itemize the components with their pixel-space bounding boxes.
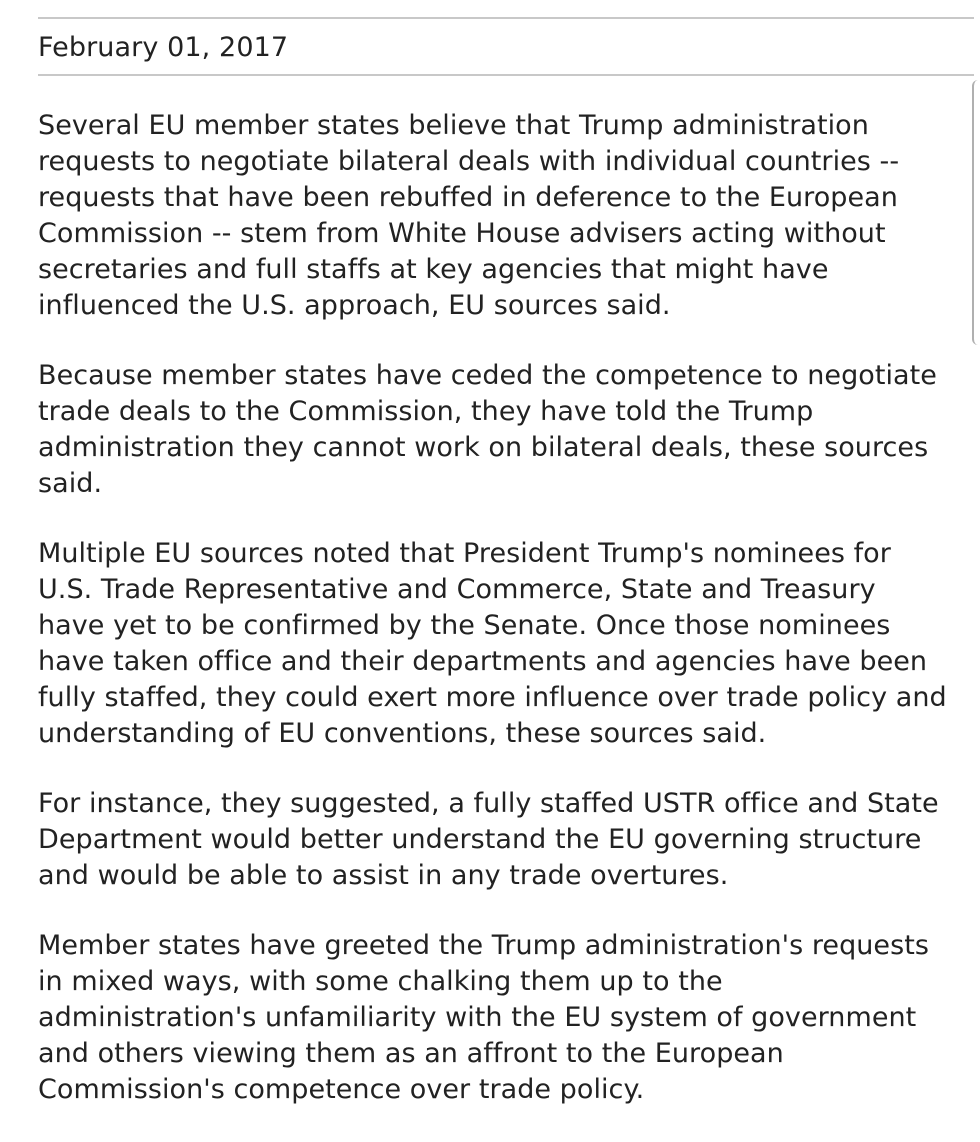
article-date: February 01, 2017 xyxy=(38,32,289,63)
paragraph-4: For instance, they suggested, a fully staffed USTR office and State Department would better understand the EU governing structure and would be able to assist in any trade overtures. xyxy=(38,788,939,891)
paragraph-1: Several EU member states believe that Trump administration requests to negotiate bilateral deals with individual countries -- requests that have been rebuffed in deference to the European Commission -- stem from White House advisers acting without secretaries and full staffs at key agencies that might have influenced the U.S. approach, EU sources said. xyxy=(38,110,900,321)
article xyxy=(38,0,973,1142)
paragraph-2: Because member states have ceded the competence to negotiate trade deals to the Commission, they have told the Trump administration they cannot work on bilateral deals, these sources said. xyxy=(38,360,937,499)
paragraph-3: Multiple EU sources noted that President Trump's nominees for U.S. Trade Representative and Commerce, State and Treasury have yet to be confirmed by the Senate. Once those nominees have taken office and their departments and agencies have been fully staffed, they could exert more influence over trade policy and understanding of EU conventions, these sources said. xyxy=(38,538,947,749)
article-body xyxy=(38,108,973,1108)
date-divider xyxy=(38,74,974,76)
paragraph-5: Member states have greeted the Trump administration's requests in mixed ways, with some chalking them up to the administration's unfamiliarity with the EU system of government and others viewing them as an affront to the European Commission's competence over trade policy. xyxy=(38,930,929,1105)
date-row xyxy=(38,19,973,74)
scrollbar[interactable] xyxy=(972,80,980,345)
